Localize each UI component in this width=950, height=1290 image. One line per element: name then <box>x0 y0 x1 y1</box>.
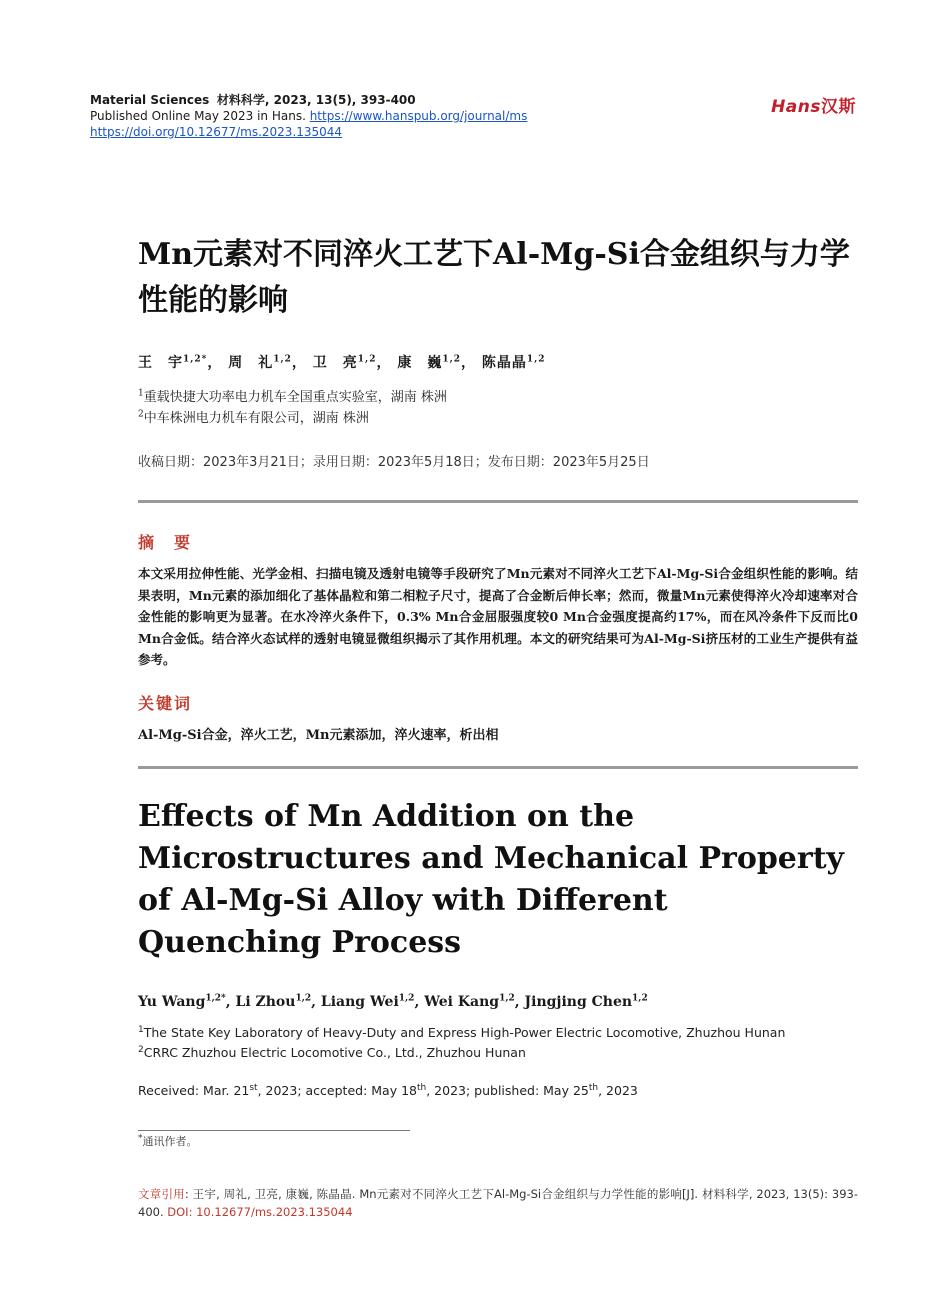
journal-url-link[interactable]: https://www.hanspub.org/journal/ms <box>309 109 528 123</box>
abstract-chinese: 本文采用拉伸性能、光学金相、扫描电镜及透射电镜等手段研究了Mn元素对不同淬火工艺下Al-Mg-Si合金组织性能的影响。结果表明，Mn元素的添加细化了基体晶粒和第二相粒子尺寸，提高了合金断后伸长率；然而，微量Mn元素使得淬火冷却速率对合金性能的影响更为显著。在水冷淬火条件下，0.3% Mn合金屈服强度较0 Mn合金强度提高约17%，而在风冷条件下反而比0 Mn合金低。结合淬火态试样的透射电镜显微组织揭示了其作用机理。本文的研究结果可为Al-Mg-Si挤压材的工业生产提供有益参考。 <box>138 566 858 667</box>
dates-chinese: 收稿日期：2023年3月21日；录用日期：2023年5月18日；发布日期：2023年5月25日 <box>138 455 650 470</box>
affiliations-chinese: $^1$重载快捷大功率电力机车全国重点实验室，湖南 株洲 $^2$中车株洲电力机车有限公司，湖南 株洲 <box>138 388 447 426</box>
affiliations-english: $^1$The State Key Laboratory of Heavy-Duty and Express High-Power Electric Locomotive, Zhuzhou Hunan $^2$CRRC Zhuzhou Electric Locomotive Co., Ltd., Zhuzhou Hunan <box>138 1024 786 1060</box>
hans-logo: Hans汉斯 <box>771 97 856 117</box>
published-line: Published Online May 2023 in Hans. <box>90 109 310 123</box>
footnote-rule <box>138 1130 410 1131</box>
authors-chinese: 王 宇$^{1,2*}$， 周 礼$^{1,2}$， 卫 亮$^{1,2}$， 康 巍$^{1,2}$， 陈晶晶$^{1,2}$ <box>138 354 546 371</box>
title-english: Effects of Mn Addition on the Microstructures and Mechanical Property of Al-Mg-Si Alloy with Different Quenching Process <box>138 799 844 960</box>
divider-top <box>138 500 858 503</box>
dates-english: Received: Mar. 21st, 2023; accepted: May 18th, 2023; published: May 25th, 2023 <box>138 1082 638 1098</box>
citation <box>138 1185 858 1221</box>
keywords-heading: 关键词 <box>138 694 193 713</box>
journal-name: Material Sciences <box>90 93 210 107</box>
doi-url-link[interactable]: https://doi.org/10.12677/ms.2023.135044 <box>90 125 343 139</box>
journal-reference: 材料科学, 2023, 13(5), 393-400 <box>216 93 416 107</box>
authors-english: Yu Wang$^{1,2*}$, Li Zhou$^{1,2}$, Liang Wei$^{1,2}$, Wei Kang$^{1,2}$, Jingjing Chen$^{1,2}$ <box>138 993 648 1010</box>
abstract-heading: 摘 要 <box>138 533 193 552</box>
divider-middle <box>138 766 858 769</box>
citation-doi[interactable]: DOI: 10.12677/ms.2023.135044 <box>167 1205 353 1219</box>
title-chinese: Mn元素对不同淬火工艺下Al-Mg-Si合金组织与力学性能的影响 <box>138 237 850 318</box>
corresponding-author-footnote: *通讯作者。 <box>138 1133 198 1148</box>
keywords-chinese: Al-Mg-Si合金，淬火工艺，Mn元素添加，淬火速率，析出相 <box>138 728 499 743</box>
citation-text: : 王宇, 周礼, 卫亮, 康巍, 陈晶晶. Mn元素对不同淬火工艺下Al-Mg-Si合金组织与力学性能的影响[J]. 材料科学, 2023, 13(5): 393-400. <box>138 1187 858 1219</box>
citation-label: 文章引用 <box>138 1187 185 1201</box>
journal-header <box>90 92 527 140</box>
